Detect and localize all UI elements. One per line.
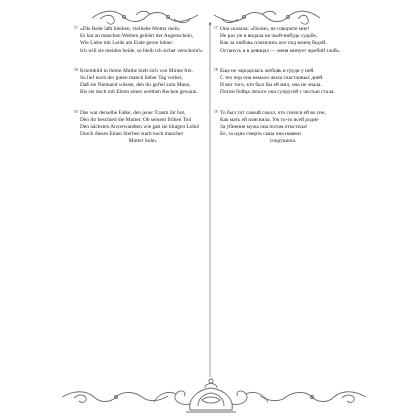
verse-line: Es hat an manchen Weiben gelehrt der Augenschein, — [80, 33, 194, 40]
verse-line-tail: сокрушила. — [269, 138, 297, 145]
verse-line: Den nächsten Anverwandten wie gab sie blutgen Lohn! — [80, 124, 200, 131]
german-text-column — [74, 26, 212, 159]
verse-line: Как за любовь платились все под конец бедой. — [220, 40, 327, 47]
verse-line: Еще не зародилась любовь в груди у ней. — [220, 67, 315, 74]
verse-line: «Die Rede laßt bleiben, vielliebe Mutter mein. — [80, 26, 181, 32]
verse-line: За убиение мужа она потом отмстила! — [220, 124, 308, 131]
top-right-flourish-ornament — [212, 6, 322, 28]
verse-line: Wie Liebe mit Leide am Ende gerne lohne; — [80, 40, 174, 47]
stanza-number: 17 — [214, 26, 218, 30]
verse-line: Потом бойца лихого она супругой с честью стала. — [220, 89, 335, 96]
verse-line: С тех пор она немало жила счастливых дней. — [220, 75, 324, 82]
stanza-number: 17 — [74, 26, 78, 30]
russian-stanza-17 — [214, 26, 352, 55]
russian-stanza-19 — [214, 110, 352, 146]
stanza-number: 19 — [74, 109, 78, 114]
verse-line: Ich will sie meiden beide, so bleib ich sicher verschont!» — [80, 47, 203, 54]
russian-stanza-18 — [214, 68, 352, 97]
verse-line: Durch dieses Einen Sterben starb noch mancher — [80, 131, 184, 138]
german-stanza-18 — [74, 68, 212, 97]
verse-line: Останусь я в девицах — меня минует жребий злой». — [220, 47, 341, 54]
verse-line-tail: Mutter Sohn. — [128, 138, 158, 145]
verse-line: Daß sie Niemand wüsste, den ihr gefiel zum Mann, — [80, 82, 191, 89]
stanza-number: 18 — [214, 67, 218, 72]
german-stanza-19 — [74, 110, 212, 146]
russian-text-column — [214, 26, 352, 159]
verse-line: Das war derselbe Falke, den jener Traum ihr bot, — [80, 109, 186, 116]
stanza-number: 19 — [214, 109, 218, 114]
verse-line: Kriemhild in ihrem Muthe hielt sich von Minne frei. — [80, 67, 194, 74]
verse-line: Bis sie doch mit Ehren einen werthen Recken gewann. — [80, 89, 198, 96]
bottom-right-flourish-ornament — [258, 388, 368, 406]
bottom-center-urn-ornament — [150, 376, 272, 416]
verse-line: Как мать ей пояснила. Уж то-то всей родне — [220, 116, 319, 123]
verse-line: Ее, за одна смерть сына она навеки — [220, 131, 301, 138]
stanza-number: 18 — [74, 67, 78, 72]
german-stanza-17 — [74, 26, 212, 55]
verse-line: Она сказала: «Полно, не говорите мне! — [220, 26, 310, 32]
verse-line: So lief noch der guten manch lieber Tag vorbei, — [80, 75, 183, 82]
top-left-flourish-ornament — [90, 6, 200, 28]
verse-line: Den ihr beschied die Mutter. Ob seinem frühen Tod — [80, 116, 192, 123]
verse-line: Не раз уж я видала на чьей-нибудь судьбе, — [220, 33, 318, 40]
verse-line: И вот того, кто был бы ей мил, она не знала. — [220, 82, 322, 89]
verse-line: То был тот самый сокол, что снился ей во сне, — [220, 109, 326, 116]
